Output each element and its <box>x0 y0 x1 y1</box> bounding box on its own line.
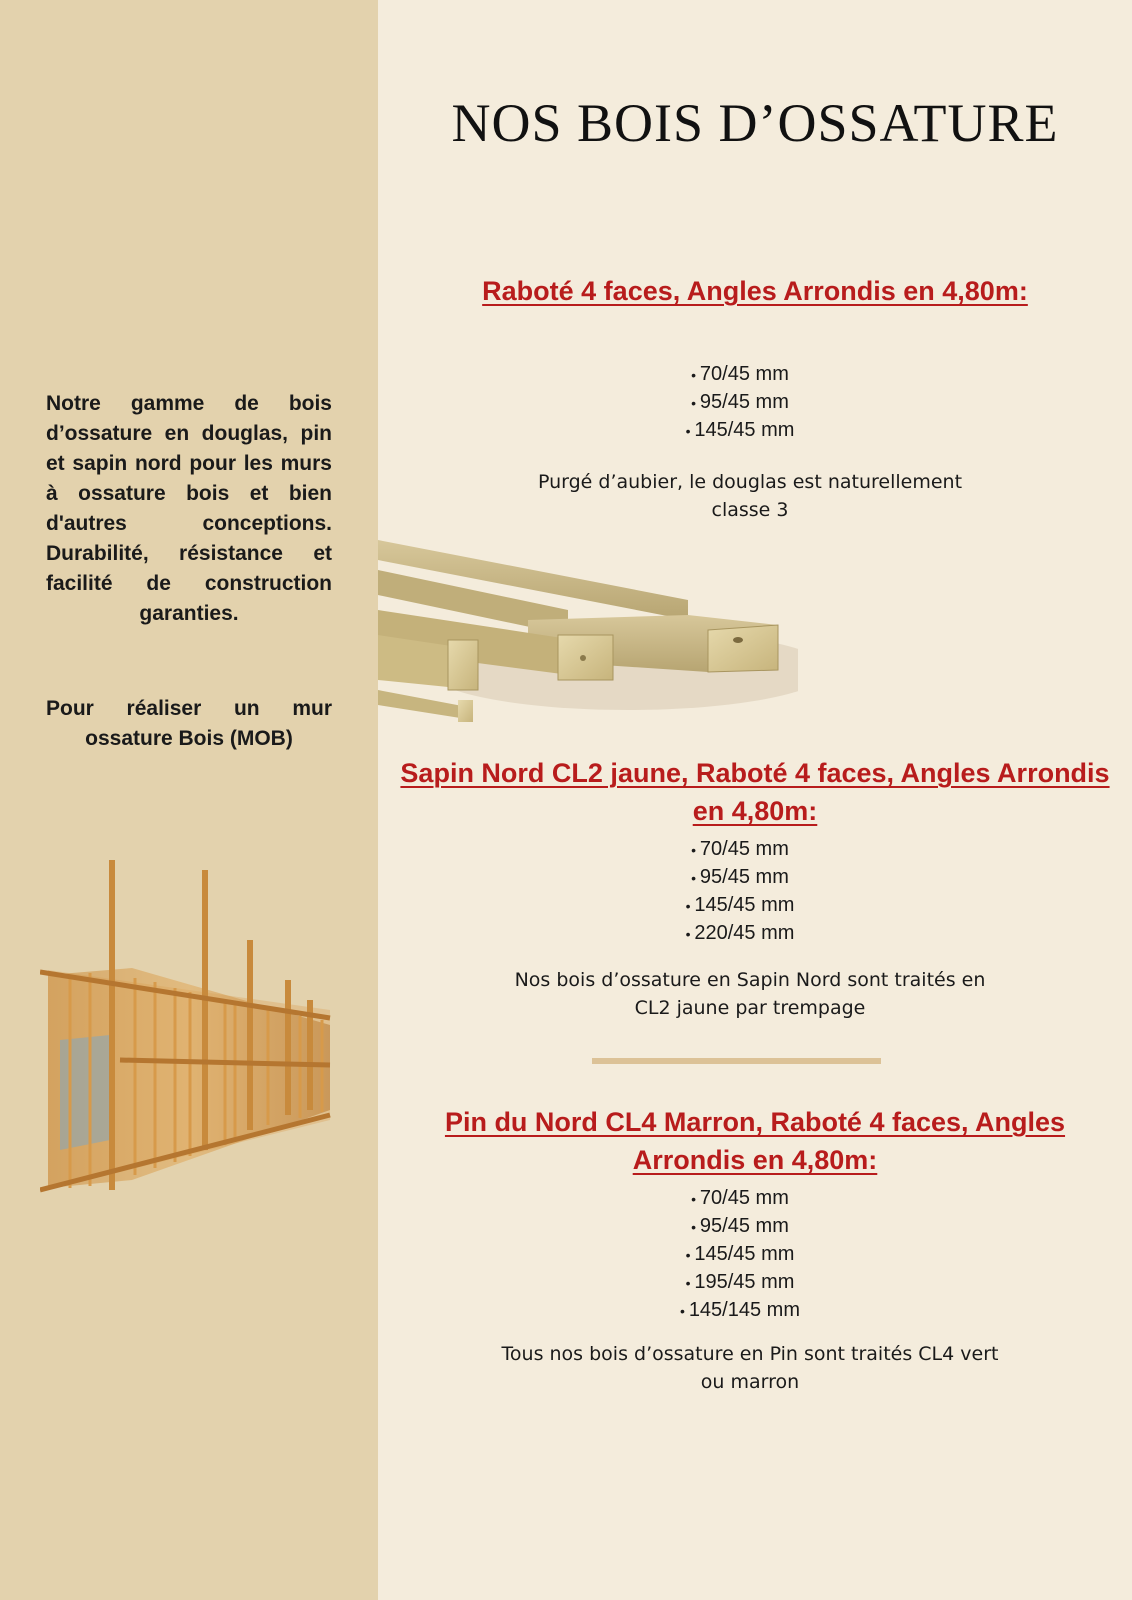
section-heading-pin-du-nord: Pin du Nord CL4 Marron, Raboté 4 faces, Angles Arrondis en 4,80m: <box>444 1107 1066 1175</box>
size-item: • 70/45 mm <box>640 1185 840 1213</box>
size-item: • 220/45 mm <box>640 920 840 948</box>
size-item: • 145/145 mm <box>640 1297 840 1325</box>
note-douglas: Purgé d’aubier, le douglas est naturellement classe 3 <box>537 471 963 521</box>
section-heading-sapin-nord: Sapin Nord CL2 jaune, Raboté 4 faces, Angles Arrondis en 4,80m: <box>400 758 1110 826</box>
size-item: • 145/45 mm <box>640 417 840 445</box>
sidebar <box>0 0 378 1600</box>
section-heading-douglas: Raboté 4 faces, Angles Arrondis en 4,80m: <box>482 276 1028 306</box>
size-item: • 70/45 mm <box>640 361 840 389</box>
size-item: • 145/45 mm <box>640 1241 840 1269</box>
size-list-pin-du-nord <box>640 1185 840 1325</box>
timber-planks-image <box>378 540 798 740</box>
size-list-douglas <box>640 361 840 445</box>
size-item: • 195/45 mm <box>640 1269 840 1297</box>
size-item: • 95/45 mm <box>640 389 840 417</box>
size-item: • 70/45 mm <box>640 836 840 864</box>
size-list-sapin-nord <box>640 836 840 948</box>
section-divider <box>592 1058 881 1064</box>
note-sapin-nord: Nos bois d’ossature en Sapin Nord sont traités en CL2 jaune par trempage <box>514 969 986 1019</box>
page-title: NOS BOIS D’OSSATURE <box>451 93 1059 153</box>
size-item: • 95/45 mm <box>640 1213 840 1241</box>
sidebar-intro-text: Notre gamme de bois d’ossature en douglas, pin et sapin nord pour les murs à ossature bois et bien d'autres conceptions. Durabilité, résistance et facilité de construction garanties. <box>46 392 332 625</box>
sidebar-mob-text: Pour réaliser un mur ossature Bois (MOB) <box>46 697 332 750</box>
timber-frame-wall-image <box>40 860 340 1210</box>
size-item: • 145/45 mm <box>640 892 840 920</box>
note-pin-du-nord: Tous nos bois d’ossature en Pin sont traités CL4 vert ou marron <box>501 1343 999 1393</box>
size-item: • 95/45 mm <box>640 864 840 892</box>
